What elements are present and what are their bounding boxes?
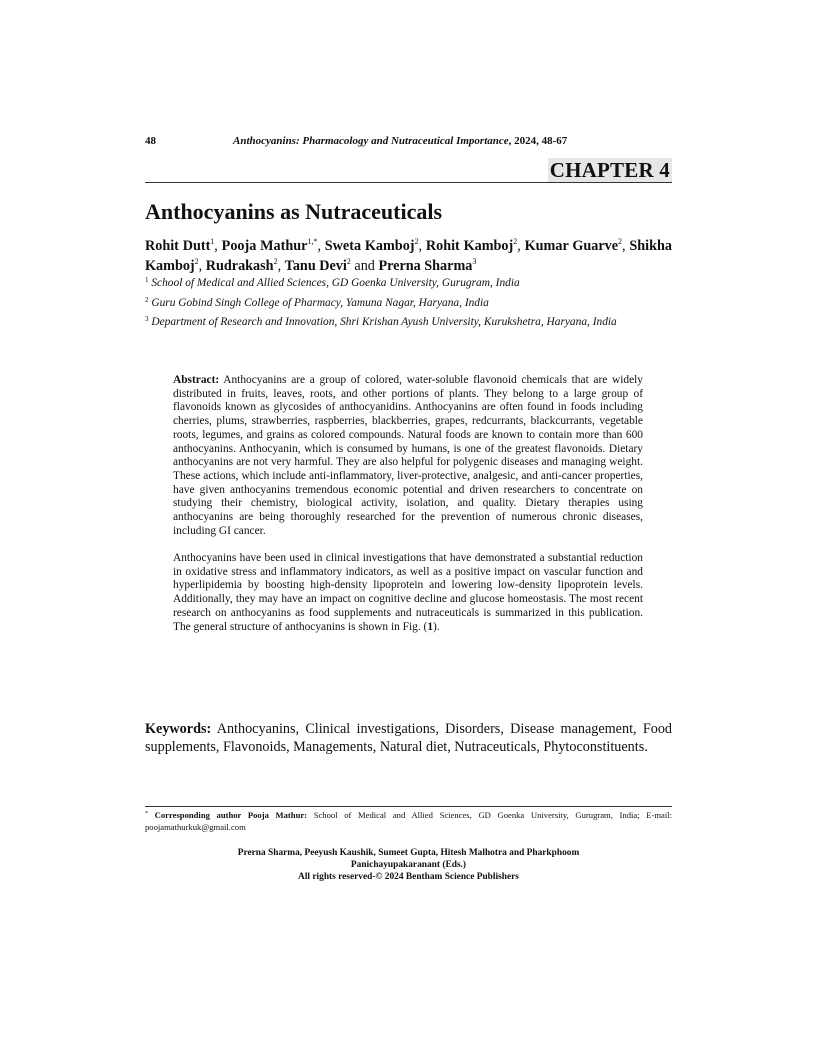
corresponding-author-footnote [145,809,672,833]
footnote-text: School of Medical and Allied Sciences, GD Goenka University, Gurugram, India; E-mail: poojamathurkuk@gmail.com [145,810,673,832]
author-affiliation-marker: 3 [472,257,477,266]
author-name: Pooja Mathur [221,238,308,254]
copyright-line: All rights reserved-© 2024 Bentham Science Publishers [298,872,519,882]
page-number: 48 [145,135,156,147]
editors-line: Panichayupakaranant (Eds.) [350,860,467,870]
author-affiliation-marker: 1,* [307,237,318,246]
keywords-label: Keywords: [145,721,212,737]
abstract-block [173,374,643,648]
author-name: Rohit Kamboj [425,238,514,254]
affiliation-marker: 1 [145,276,149,284]
author-separator: , [214,238,222,254]
affiliation-text: Guru Gobind Singh College of Pharmacy, Yamuna Nagar, Haryana, India [151,296,489,309]
author-name: Shikha Kamboj [145,238,672,274]
footnote-rule [145,806,672,807]
editors-line: Prerna Sharma, Peeyush Kaushik, Sumeet Gupta, Hitesh Malhotra and Pharkphoom [237,848,580,858]
header-rule [145,182,672,183]
chapter-title: Anthocyanins as Nutraceuticals [145,199,443,224]
author-name: Rudrakash [205,258,274,274]
author-separator: and [350,258,379,274]
author-separator: , [198,258,206,274]
journal-volume-pages: , 2024, 48-67 [508,135,568,147]
author-name: Prerna Sharma [378,258,473,274]
author-affiliation-marker: 2 [513,237,518,246]
author-affiliation-marker: 2 [414,237,419,246]
abstract-text-end: ). [433,620,440,633]
abstract-text: Anthocyanins have been used in clinical investigations that have demonstrated a substantial reduction in oxidative stress and inflammatory indicators, as well as a positive impact on vascular function and hyperlipidemia by boosting high-density lipoprotein and lowering low-density lipoprotein levels. Additionally, they may have an impact on cognitive decline and glucose homeostasis. The most recent research on anthocyanins as food supplements and nutraceuticals is summarized in this publication. The general structure of anthocyanins is shown in Fig. ( [173,552,643,633]
keywords-text: Anthocyanins, Clinical investigations, Disorders, Disease management, Food supplements, Flavonoids, Managements, Natural diet, Nutraceuticals, Phytoconstituents. [145,721,673,755]
author-affiliation-marker: 2 [346,257,351,266]
author-separator: , [277,258,285,274]
author-affiliation-marker: 1 [210,237,215,246]
author-affiliation-marker: 2 [194,257,199,266]
affiliation-item [145,296,672,310]
author-separator: , [517,238,525,254]
affiliation-list [145,276,672,335]
keywords-block [145,720,672,756]
author-name: Rohit Dutt [145,238,211,254]
affiliation-item [145,315,672,329]
journal-title: Anthocyanins: Pharmacology and Nutraceutical Importance [233,135,509,147]
author-separator: , [622,238,630,254]
figure-reference-link[interactable]: 1 [427,620,434,633]
journal-citation [233,134,567,148]
affiliation-marker: 2 [145,295,149,304]
abstract-paragraph [173,374,643,538]
abstract-text: Anthocyanins are a group of colored, water-soluble flavonoid chemicals that are widely distributed in fruits, leaves, roots, and other portions of plants. They belong to a large group of flavonoids known as glycosides of anthocyanidins. Anthocyanins are often found in foods including cherries, plums, strawberries, raspberries, blackberries, grapes, redcurrants, blackcurrants, vegetable roots, legumes, and grains as colored compounds. Natural foods are known to contain more than 600 anthocyanins. Anthocyanin, which is consumed by humans, is one of the greatest flavonoids. Dietary anthocyanins are not very harmful. They are also helpful for polygenic diseases and managing weight. These actions, which include anti-inflammatory, liver-protective, analgesic, and anti-cancer properties, have given anthocyanins tremendous economic potential and driven researchers to concentrate on studying their chemistry, biological activity, isolation, and quality. Dietary therapies using anthocyanins are being thoroughly researched for the prevention of numerous chronic diseases, including GI cancer. [173,374,643,537]
affiliation-text: School of Medical and Allied Sciences, GD Goenka University, Gurugram, India [151,277,520,289]
author-list [145,236,672,276]
affiliation-text: Department of Research and Innovation, Shri Krishan Ayush University, Kurukshetra, Haryana, India [151,316,617,328]
author-name: Sweta Kamboj [324,238,415,254]
author-affiliation-marker: 2 [273,257,278,266]
author-separator: , [317,238,325,254]
abstract-label: Abstract: [173,374,220,386]
affiliation-marker: 3 [145,315,149,323]
footnote-label: Corresponding author Pooja Mathur: [154,810,308,820]
author-name: Tanu Devi [284,258,347,274]
author-affiliation-marker: 2 [618,237,623,246]
abstract-paragraph [173,552,643,634]
footnote-marker: * [145,811,148,817]
affiliation-item [145,276,672,290]
author-separator: , [418,238,426,254]
author-name: Kumar Guarve [524,238,619,254]
publisher-imprint [145,847,672,883]
chapter-label: CHAPTER 4 [549,158,670,182]
